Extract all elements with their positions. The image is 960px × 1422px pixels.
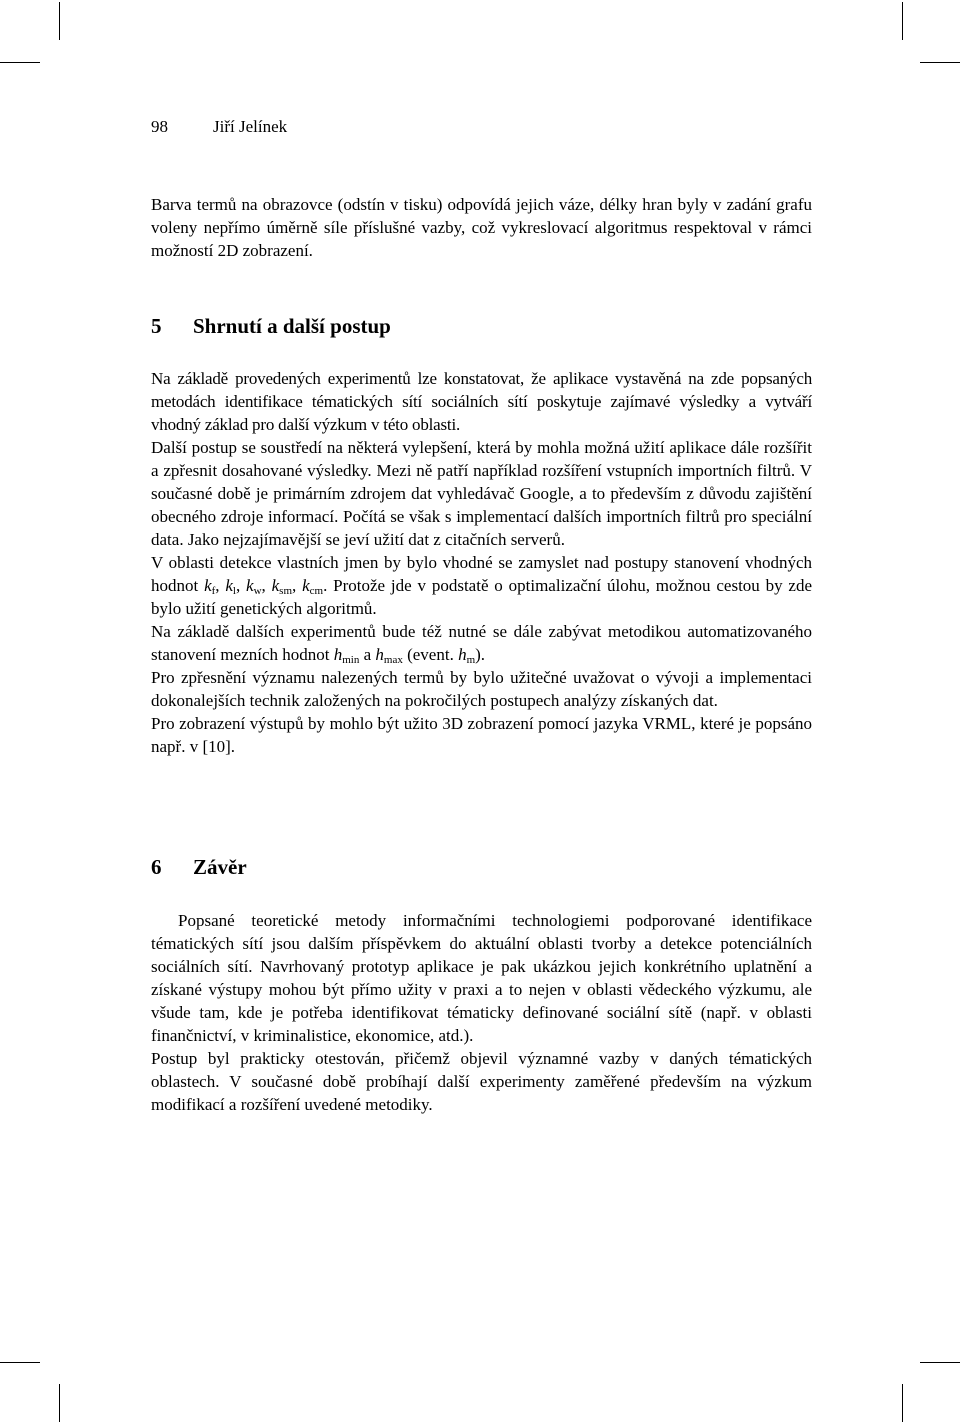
crop-mark xyxy=(59,2,60,40)
section-5-body xyxy=(151,367,812,758)
crop-mark xyxy=(902,1384,903,1422)
section-title: Závěr xyxy=(193,855,247,879)
running-header xyxy=(151,117,287,137)
crop-mark xyxy=(920,62,960,63)
section-number: 5 xyxy=(151,314,162,338)
crop-mark xyxy=(0,1362,40,1363)
page-number: 98 xyxy=(151,117,168,136)
paragraph-parameters: V oblasti detekce vlastních jmen by bylo vhodné se zamyslet nad postupy stanovení vhodných hodnot $k_f$, $k_l$, $k_w$, $k_{sm}$, $k_{cm}$. Protože jde v podstatě o optimalizační úlohu, možnou cestou by zde bylo užití genetických algoritmů. xyxy=(151,553,813,618)
section-heading-6 xyxy=(151,855,247,880)
crop-mark xyxy=(920,1362,960,1363)
intro-paragraph: Barva termů na obrazovce (odstín v tisku) odpovídá jejich váze, délky hran byly v zadání grafu voleny nepřímo úměrně síle příslušné vazby, což vykreslovací algoritmus respektoval v rámci možností 2D zobrazení. xyxy=(151,195,812,260)
paragraph: Na základě provedených experimentů lze konstatovat, že aplikace vystavěná na zde popsaných metodách identifikace tématických sítí sociálních sítí poskytuje zajímavé výsledky a vytváří vhodný základ pro další výzkum v této oblasti. xyxy=(151,369,812,434)
paragraph: Další postup se soustředí na některá vylepšení, která by mohla možná užití aplikace dále rozšířit a zpřesnit dosahované výsledky. Mezi ně patří například rozšíření vstupních importních filtrů. V současné době je primárním zdrojem dat vyhledávač Google, a to především z důvodu zajištění obecného zdroje informací. Počítá se však s implementací dalších importních filtrů pro speciální data. Jako nejzajímavější se jeví užití dat z citačních serverů. xyxy=(151,438,812,549)
crop-mark xyxy=(59,1384,60,1422)
paragraph: Pro zpřesnění významu nalezených termů by bylo užitečné uvažovat o vývoji a implementaci dokonalejších technik založených na pokročilých postupech analýzy získaných dat. xyxy=(151,668,812,710)
crop-mark xyxy=(902,2,903,40)
crop-mark xyxy=(0,62,40,63)
section-heading-5 xyxy=(151,314,391,339)
section-title: Shrnutí a další postup xyxy=(193,314,391,338)
intro-block xyxy=(151,193,812,262)
author-name: Jiří Jelínek xyxy=(213,117,288,136)
paragraph: Postup byl prakticky otestován, přičemž objevil významné vazby v daných tématických oblastech. V současné době probíhají další experimenty zaměřené především na výzkum modifikací a rozšíření uvedené metodiky. xyxy=(151,1049,812,1114)
paragraph: Popsané teoretické metody informačními technologiemi podporované identifikace tématických sítí jsou dalším příspěvkem do aktuální oblasti tvorby a detekce potenciálních sociálních sítí. Navrhovaný prototyp aplikace je pak ukázkou jejich konkrétního uplatnění a získané výstupy mohou být přímo užity v praxi a to nejen v oblasti vědeckého výzkumu, ale všude tam, kde je potřeba identifikovat tématicky definované sociální sítě (např. v oblasti finančnictví, v kriminalistice, ekonomice, atd.). xyxy=(151,911,812,1045)
section-number: 6 xyxy=(151,855,162,879)
paragraph: Pro zobrazení výstupů by mohlo být užito 3D zobrazení pomocí jazyka VRML, které je popsáno např. v [10]. xyxy=(151,714,812,756)
section-6-body xyxy=(151,909,812,1116)
paragraph-thresholds: Na základě dalších experimentů bude též nutné se dále zabývat metodikou automatizovaného stanovení mezních hodnot $h_{min}$ a $h_{max}$ (event. $h_m$). xyxy=(151,622,812,666)
